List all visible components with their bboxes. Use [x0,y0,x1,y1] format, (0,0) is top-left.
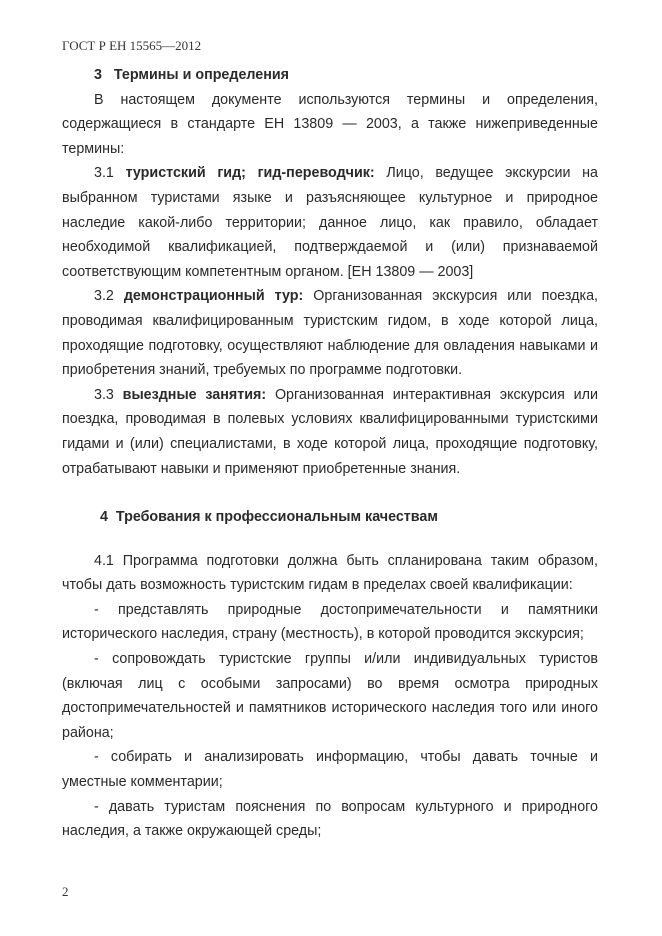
term-definition: Организованная интерактивная экскурсия или поездка, проводимая в полевых условиях квалифицированными туристскими гидами и (или) специалистами, в ходе которой лица, проходящие подготовку, отрабатывают навыки и применяют приобретенные знания. [62,386,598,477]
section-3-intro: В настоящем документе используются термины и определения, содержащиеся в стандарте ЕН 13809 — 2003, а также нижеприведенные термины: [62,91,598,157]
term-label: выездные занятия: [122,386,267,403]
term-label: демонстрационный тур: [123,288,304,305]
term-label: туристский гид; гид-переводчик: [125,165,375,182]
term-3-1 [62,161,598,284]
term-number: 3.3 [94,386,114,403]
section-3-heading [62,63,598,88]
list-item: - давать туристам пояснения по вопросам культурного и природного наследия, а также окружающей среды; [62,798,598,840]
term-definition: Организованная экскурсия или поездка, проводимая квалифицированным туристским гидом, в ходе которой лица, проходящие подготовку, осуществляют наблюдение для овладения навыками и приобретения знаний, требуемых по программе подготовки. [62,288,598,379]
list-item: - сопровождать туристские группы и/или индивидуальных туристов (включая лиц с особыми запросами) во время осмотра природных достопримечательностей и памятников исторического наследия того или иного района; [62,651,598,741]
section-4-number: 4 [100,509,108,526]
term-3-3 [62,383,598,481]
term-number: 3.2 [94,288,114,305]
clause-number: 4.1 [94,552,114,569]
section-4-title: Требования к профессиональным качествам [115,509,438,526]
term-3-2 [62,284,598,382]
section-3-number: 3 [94,67,102,83]
list-item: - представлять природные достопримечательности и памятники исторического наследия, страну (местность), в которой проводится экскурсия; [62,601,598,643]
standard-header: ГОСТ Р ЕН 15565—2012 [62,38,202,53]
section-3-title: Термины и определения [113,67,290,83]
list-item: - собирать и анализировать информацию, чтобы давать точные и уместные комментарии; [62,749,598,791]
term-number: 3.1 [94,165,114,182]
page-content [62,63,598,844]
term-definition: Лицо, ведущее экскурсии на выбранном туристами языке и разъясняющее культурное и природное наследие какой-либо территории; данное лицо, как правило, обладает необходимой квалификацией, подтверждаемой и (или) признаваемой соответствующим компетентным органом. [ЕН 13809 — 2003] [62,165,598,280]
page-number: 2 [62,884,69,899]
section-4-heading [62,505,598,530]
clause-text: Программа подготовки должна быть спланирована таким образом, чтобы дать возможность туристским гидам в пределах своей квалификации: [62,552,598,594]
clause-4-1 [62,549,598,598]
